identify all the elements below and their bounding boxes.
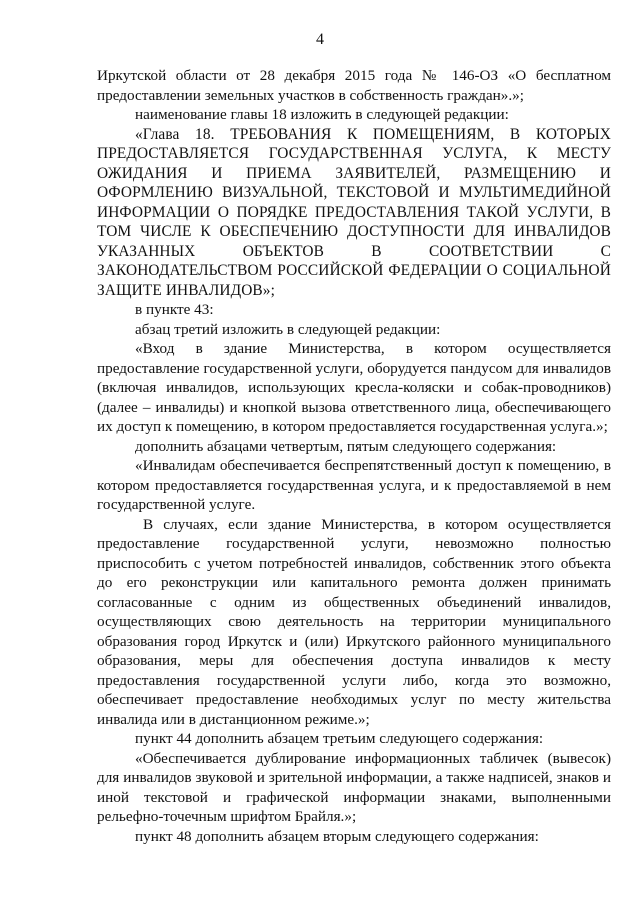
paragraph-add-subparagraphs-instruction: дополнить абзацами четвертым, пятым следующего содержания: xyxy=(135,437,557,455)
paragraph-clause-48-instruction: пункт 48 дополнить абзацем вторым следующего содержания: xyxy=(135,827,539,845)
paragraph-clause-43-heading: в пункте 43: xyxy=(135,301,214,318)
page-number: 4 xyxy=(316,31,324,48)
paragraph-entrance-ramp: «Вход в здание Министерства, в котором осуществляется предоставление государственной услуги, оборудуется пандусом для инвалидов (включая инвалидов, использующих кресла-коляски и собак-проводников) (далее – инвалиды) и кнопкой вызова ответственного лица, обеспечивающего их доступ к помещению, в котором предоставляется государственная услуга.»; xyxy=(97,340,611,435)
paragraph-third-subparagraph-instruction: абзац третий изложить в следующей редакции: xyxy=(135,320,441,338)
paragraph-chapter-title-instruction: наименование главы 18 изложить в следующей редакции: xyxy=(135,106,509,123)
paragraph-clause-44-instruction: пункт 44 дополнить абзацем третьим следующего содержания: xyxy=(135,730,544,747)
paragraph-building-adaptation: В случаях, если здание Министерства, в котором осуществляется предоставление государственной услуги, невозможно полностью приспособить с учетом потребностей инвалидов, собственник этого объекта до его реконструкции или капитального ремонта должен принимать согласованные с одним из общественных объединений инвалидов, осуществляющих свою деятельность на территории муниципального образования город Иркутск и (или) Иркутского районного муниципального образования, меры для обеспечения доступа инвалидов к месту предоставления государственной услуги либо, когда это возможно, обеспечивает предоставление необходимых услуг по месту жительства инвалида или в дистанционном режиме.»; xyxy=(97,515,611,728)
document-body xyxy=(97,66,611,846)
paragraph-law-reference-end: Иркутской области от 28 декабря 2015 года № 146-ОЗ «О бесплатном предоставлении земельных участков в собственность граждан».»; xyxy=(97,67,611,104)
paragraph-chapter-18-title: «Глава 18. ТРЕБОВАНИЯ К ПОМЕЩЕНИЯМ, В КОТОРЫХ ПРЕДОСТАВЛЯЕТСЯ ГОСУДАРСТВЕННАЯ УСЛУГА, К МЕСТУ ОЖИДАНИЯ И ПРИЕМА ЗАЯВИТЕЛЕЙ, РАЗМЕЩЕНИЮ И ОФОРМЛЕНИЮ ВИЗУАЛЬНОЙ, ТЕКСТОВОЙ И МУЛЬТИМЕДИЙНОЙ ИНФОРМАЦИИ О ПОРЯДКЕ ПРЕДОСТАВЛЕНИЯ ТАКОЙ УСЛУГИ, В ТОМ ЧИСЛЕ К ОБЕСПЕЧЕНИЮ ДОСТУПНОСТИ ДЛЯ ИНВАЛИДОВ УКАЗАННЫХ ОБЪЕКТОВ В СООТВЕТСТВИИ С ЗАКОНОДАТЕЛЬСТВОМ РОССИЙСКОЙ ФЕДЕРАЦИИ О СОЦИАЛЬНОЙ ЗАЩИТЕ ИНВАЛИДОВ»; xyxy=(97,125,611,299)
paragraph-braille-duplication: «Обеспечивается дублирование информационных табличек (вывесок) для инвалидов звуковой и зрительной информации, а также надписей, знаков и иной текстовой и графической информации знаками, выполненными рельефно-точечным шрифтом Брайля.»; xyxy=(97,749,611,825)
paragraph-free-access: «Инвалидам обеспечивается беспрепятственный доступ к помещению, в котором предоставляется государственная услуга, и к предоставляемой в нем государственной услуге. xyxy=(97,457,611,513)
